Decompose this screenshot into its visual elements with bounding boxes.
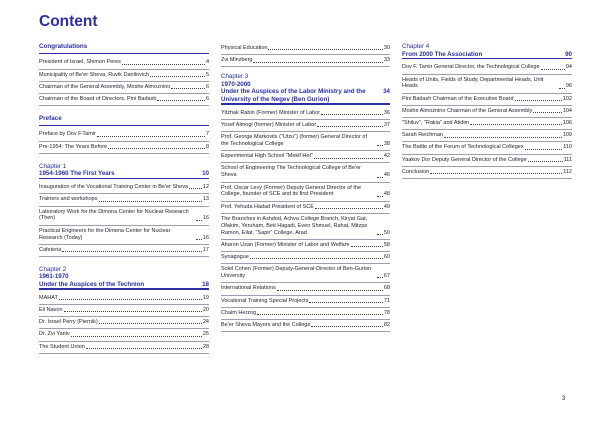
chapter-3-title-row[interactable] xyxy=(221,88,390,103)
toc-entry[interactable] xyxy=(39,194,209,206)
dot-leader xyxy=(533,112,562,113)
toc-entry-title: The Student Union xyxy=(39,343,85,350)
toc-entry-title: Sarah Reichman xyxy=(402,132,443,139)
toc-entry[interactable] xyxy=(221,240,390,252)
dot-leader xyxy=(377,196,383,197)
chapter-4-page: 90 xyxy=(565,50,572,58)
toc-entry-page: 42 xyxy=(383,153,390,160)
dot-leader xyxy=(257,314,383,315)
dot-leader xyxy=(86,348,202,349)
toc-entry[interactable] xyxy=(39,317,209,329)
toc-entry-title: Trainers and workshops xyxy=(39,196,98,203)
dot-leader xyxy=(311,326,382,327)
toc-entry-title: Aharon Uzan (Former) Minister of Labor and Welfare xyxy=(221,241,350,248)
toc-entry-title: The Battle of the Forum of Technological Colleges xyxy=(402,144,524,151)
section-divider xyxy=(39,53,209,54)
chapter-3-subtitle: 1970-2000 xyxy=(221,80,251,88)
toc-entry[interactable] xyxy=(39,305,209,317)
dot-leader xyxy=(377,177,383,178)
dot-leader xyxy=(108,148,205,149)
dot-leader xyxy=(99,201,202,202)
dot-leader xyxy=(377,277,383,278)
dot-leader xyxy=(525,149,563,150)
toc-entry-title: Inauguration of the Vocational Training Center in Be'er Sheva xyxy=(39,184,189,191)
toc-entry[interactable] xyxy=(402,94,572,106)
page-title: Content xyxy=(39,13,98,30)
dot-leader xyxy=(430,173,562,174)
section-heading-congratulations: Congratulations xyxy=(39,43,88,50)
dot-leader xyxy=(317,126,383,127)
section-divider xyxy=(221,103,390,104)
dot-leader xyxy=(321,114,383,115)
toc-entry-page: 112 xyxy=(563,168,572,175)
toc-entry-page: 71 xyxy=(383,297,390,304)
chapter-3-title: Under the Auspices of the Labor Ministry and the University of the Negev (Ben Gurion) xyxy=(221,88,366,103)
chapter-2-subtitle: 1961-1970 xyxy=(39,273,69,281)
dot-leader xyxy=(277,290,383,291)
toc-entry-title: Chaim Herzog xyxy=(221,309,257,316)
toc-list-chapter-1 xyxy=(39,182,209,257)
toc-entry-page: 96 xyxy=(565,83,572,90)
toc-entry[interactable] xyxy=(221,151,390,163)
toc-entry[interactable] xyxy=(39,94,209,106)
chapter-1-label: Chapter 1 xyxy=(39,162,67,170)
toc-entry-page: 24 xyxy=(202,319,209,326)
toc-entry-title: Chairman of the Board of Directors, Pini Badash xyxy=(39,95,157,102)
chapter-2-title: Under the Auspices of the Technion xyxy=(39,280,145,288)
toc-entry[interactable] xyxy=(221,252,390,264)
toc-entry[interactable] xyxy=(402,75,572,94)
toc-entry[interactable] xyxy=(402,142,572,154)
section-divider xyxy=(39,125,209,126)
toc-entry-title: Experimental High School "Mekif Het" xyxy=(221,153,313,160)
toc-entry-page: 48 xyxy=(383,191,390,198)
toc-entry-page: 6 xyxy=(205,83,209,90)
section-divider xyxy=(39,288,209,289)
toc-entry[interactable] xyxy=(402,167,572,179)
toc-entry-page: 36 xyxy=(383,109,390,116)
toc-entry-title: MAHAT xyxy=(39,294,58,301)
toc-entry-title: Preface by Dov F.Tamir xyxy=(39,131,96,138)
toc-entry[interactable] xyxy=(221,43,390,55)
chapter-2-label: Chapter 2 xyxy=(39,265,67,273)
toc-entry[interactable] xyxy=(402,118,572,130)
toc-list-preface xyxy=(39,129,209,153)
toc-entry-title: Yosef Almogi (former) Minister of Labor xyxy=(221,121,317,128)
toc-entry[interactable] xyxy=(39,245,209,257)
toc-entry-page: 102 xyxy=(562,95,572,102)
toc-entry-title: Zvi Minzberg xyxy=(221,57,253,64)
toc-entry-title: Chairman of the General Assembly, Moshe Almoznino xyxy=(39,83,171,90)
toc-entry-page: 16 xyxy=(202,234,209,241)
dot-leader xyxy=(253,62,382,63)
dot-leader xyxy=(444,137,562,138)
toc-entry[interactable] xyxy=(221,183,390,202)
toc-entry-page: 19 xyxy=(202,294,209,301)
toc-entry-page: 8 xyxy=(205,143,209,150)
toc-entry-title: Prof. Yehuda Hadad President of SCE xyxy=(221,203,314,210)
toc-entry-title: Dov F. Tamir General Director, the Technological College xyxy=(402,64,540,71)
toc-entry-title: School of Engineering The Technological College of Be'er Sheva xyxy=(221,165,361,179)
dot-leader xyxy=(196,220,202,221)
toc-list-congratulations xyxy=(39,57,209,106)
dot-leader xyxy=(99,323,202,324)
toc-entry-page: 50 xyxy=(383,229,390,236)
toc-entry[interactable] xyxy=(221,132,390,151)
toc-entry-page: 4 xyxy=(205,59,209,66)
toc-entry-title: Practical Engineers for the Dimona Center for Nuclear Research (Today) xyxy=(39,227,171,241)
toc-entry-title: Heads of Units, Fields of Study, Departmental Heads, Unit Heads xyxy=(402,76,544,90)
toc-entry-page: 82 xyxy=(383,321,390,328)
page-number: 3 xyxy=(562,396,566,402)
toc-entry[interactable] xyxy=(39,329,209,341)
chapter-2-title-row[interactable] xyxy=(39,281,209,289)
toc-entry[interactable] xyxy=(221,55,390,67)
chapter-4-title: From 2000 The Association xyxy=(402,50,483,58)
toc-column-2 xyxy=(221,43,390,332)
chapter-2-subtitle-row xyxy=(39,273,209,281)
toc-entry-title: President of Israel, Shimon Peres xyxy=(39,59,121,66)
toc-entry[interactable] xyxy=(221,202,390,214)
toc-entry[interactable] xyxy=(39,182,209,194)
dot-leader xyxy=(189,188,202,189)
chapter-4-label: Chapter 4 xyxy=(402,43,430,50)
toc-entry-page: 6 xyxy=(205,95,209,102)
section-heading-preface: Preface xyxy=(39,115,62,123)
toc-entry-page: 111 xyxy=(563,156,572,163)
toc-entry[interactable] xyxy=(39,82,209,94)
toc-column-3 xyxy=(402,43,572,179)
dot-leader xyxy=(62,251,202,252)
dot-leader xyxy=(59,299,202,300)
toc-entry[interactable] xyxy=(39,70,209,82)
toc-entry-page: 104 xyxy=(562,107,572,114)
toc-entry[interactable] xyxy=(221,108,390,120)
chapter-3-page: 34 xyxy=(383,88,390,96)
chapter-4-title-row[interactable] xyxy=(402,51,572,59)
dot-leader xyxy=(268,49,382,50)
toc-entry[interactable] xyxy=(221,163,390,182)
toc-entry[interactable] xyxy=(221,120,390,132)
toc-entry-page: 110 xyxy=(563,144,572,151)
toc-entry-page: 109 xyxy=(562,132,572,139)
toc-entry-page: 58 xyxy=(383,241,390,248)
toc-entry[interactable] xyxy=(39,207,209,226)
toc-entry-page: 20 xyxy=(202,306,209,313)
toc-entry-title: Dr. Zvi Yaniv xyxy=(39,331,70,338)
dot-leader xyxy=(314,158,383,159)
toc-entry-page: 46 xyxy=(383,172,390,179)
dot-leader xyxy=(315,208,383,209)
toc-entry[interactable] xyxy=(221,283,390,295)
dot-leader xyxy=(171,88,205,89)
toc-entry-title: Be'er Sheva Mayors and the College xyxy=(221,321,311,328)
toc-entry-page: 12 xyxy=(202,184,209,191)
toc-entry-title: Prof. George Markovits ("Utzu") (former) General Director of the Technological College xyxy=(221,134,368,148)
dot-leader xyxy=(377,145,383,146)
section-divider xyxy=(39,178,209,179)
toc-entry[interactable] xyxy=(221,320,390,332)
toc-entry[interactable] xyxy=(39,342,209,354)
toc-entry[interactable] xyxy=(402,155,572,167)
toc-entry[interactable] xyxy=(402,130,572,142)
dot-leader xyxy=(528,161,563,162)
toc-entry-title: The Branches in Ashdod, Achva College Branch, Kiryat Gat, Ofakim, Yeruham, Beit Hagadi, Even Shmuel, Rahat, Mitzpe Ramon, Eilat, "Sapir" College, Arad xyxy=(221,215,368,236)
toc-entry-title: Synagogue xyxy=(221,254,249,261)
toc-entry-page: 5 xyxy=(205,71,209,78)
toc-entry-title: Cafeteria xyxy=(39,246,62,253)
toc-entry-page: 17 xyxy=(202,246,209,253)
toc-entry[interactable] xyxy=(39,226,209,245)
toc-entry-page: 38 xyxy=(383,141,390,148)
dot-leader xyxy=(377,234,383,235)
toc-entry[interactable] xyxy=(39,129,209,141)
dot-leader xyxy=(196,239,202,240)
chapter-1-page: 10 xyxy=(202,170,209,178)
toc-entry[interactable] xyxy=(39,57,209,69)
dot-leader xyxy=(541,69,565,70)
toc-entry-title: Solel Cohen (Former) Deputy-General-Director of Ben-Gurion University xyxy=(221,266,372,280)
toc-entry[interactable] xyxy=(402,106,572,118)
dot-leader xyxy=(351,246,383,247)
chapter-2-page: 18 xyxy=(202,280,209,288)
toc-entry-title: Physical Education xyxy=(221,45,268,51)
toc-entry-title: International Relations xyxy=(221,285,276,292)
chapter-1-title: 1954-1960 The First Years xyxy=(39,170,115,178)
toc-entry-title: Prof. Oscar Levy (Former) Deputy General Director of the College, founder of SCE and its first President xyxy=(221,184,361,198)
toc-list-chapter-3 xyxy=(221,108,390,332)
toc-entry-title: Pini Badash Chairman of the Executive Board xyxy=(402,95,514,102)
toc-entry-page: 68 xyxy=(383,285,390,292)
toc-entry[interactable] xyxy=(221,308,390,320)
toc-entry-title: Eli Navon xyxy=(39,306,63,313)
toc-entry[interactable] xyxy=(221,214,390,240)
toc-entry-title: Vocational Training Special Projects xyxy=(221,297,309,304)
chapter-3-label: Chapter 3 xyxy=(221,73,249,81)
toc-entry-page: 28 xyxy=(202,343,209,350)
toc-column-1 xyxy=(39,43,209,354)
dot-leader xyxy=(64,311,202,312)
toc-entry[interactable] xyxy=(402,62,572,74)
dot-leader xyxy=(559,88,565,89)
toc-entry-page: 30 xyxy=(383,45,390,51)
toc-entry-page: 78 xyxy=(383,309,390,316)
toc-entry[interactable] xyxy=(221,296,390,308)
toc-entry[interactable] xyxy=(39,293,209,305)
toc-entry-title: Municipality of Be'er Sheva, Ruvik Danilovich xyxy=(39,71,149,78)
dot-leader xyxy=(71,336,202,337)
toc-entry-page: 33 xyxy=(383,57,390,64)
toc-entry-title: Pre-1954: The Years Before xyxy=(39,143,108,150)
section-divider xyxy=(402,58,572,59)
toc-list-chapter-2 xyxy=(39,293,209,354)
dot-leader xyxy=(250,258,383,259)
dot-leader xyxy=(515,100,562,101)
toc-entry-title: Moshe Almoznino Chairman of the General Assembly xyxy=(402,107,533,114)
dot-leader xyxy=(150,76,205,77)
toc-entry-title: Conclusion xyxy=(402,168,430,175)
toc-entry-page: 94 xyxy=(565,64,572,71)
toc-entry-page: 106 xyxy=(562,120,572,127)
toc-list-chapter-2-continued xyxy=(221,43,390,67)
dot-leader xyxy=(97,136,205,137)
toc-entry-page: 60 xyxy=(383,254,390,261)
dot-leader xyxy=(470,124,562,125)
toc-entry-page: 7 xyxy=(205,131,209,138)
toc-entry-page: 25 xyxy=(202,331,209,338)
toc-entry-page: 49 xyxy=(383,203,390,210)
toc-list-chapter-4 xyxy=(402,62,572,179)
chapter-3-subtitle-row xyxy=(221,81,390,89)
toc-entry-page: 16 xyxy=(202,215,209,222)
toc-entry[interactable] xyxy=(39,142,209,154)
toc-entry-title: Yaakov Dor Deputy General Director of the College xyxy=(402,156,527,163)
toc-entry-page: 13 xyxy=(202,196,209,203)
dot-leader xyxy=(122,64,205,65)
toc-entry-title: Yitzhak Rabin (Former) Minister of Labor xyxy=(221,109,321,116)
chapter-1-title-row[interactable] xyxy=(39,170,209,178)
toc-entry[interactable] xyxy=(221,264,390,283)
toc-entry-title: Laboratory Work for the Dimona Center for Nuclear Research (Then) xyxy=(39,208,189,222)
toc-entry-page: 37 xyxy=(383,121,390,128)
toc-entry-title: "Shiluv", "Rakia" and Atidim xyxy=(402,120,470,127)
toc-entry-page: 67 xyxy=(383,273,390,280)
dot-leader xyxy=(157,100,205,101)
toc-entry-title: Dr. Israel Perry (Piernik) xyxy=(39,319,98,326)
dot-leader xyxy=(309,302,382,303)
